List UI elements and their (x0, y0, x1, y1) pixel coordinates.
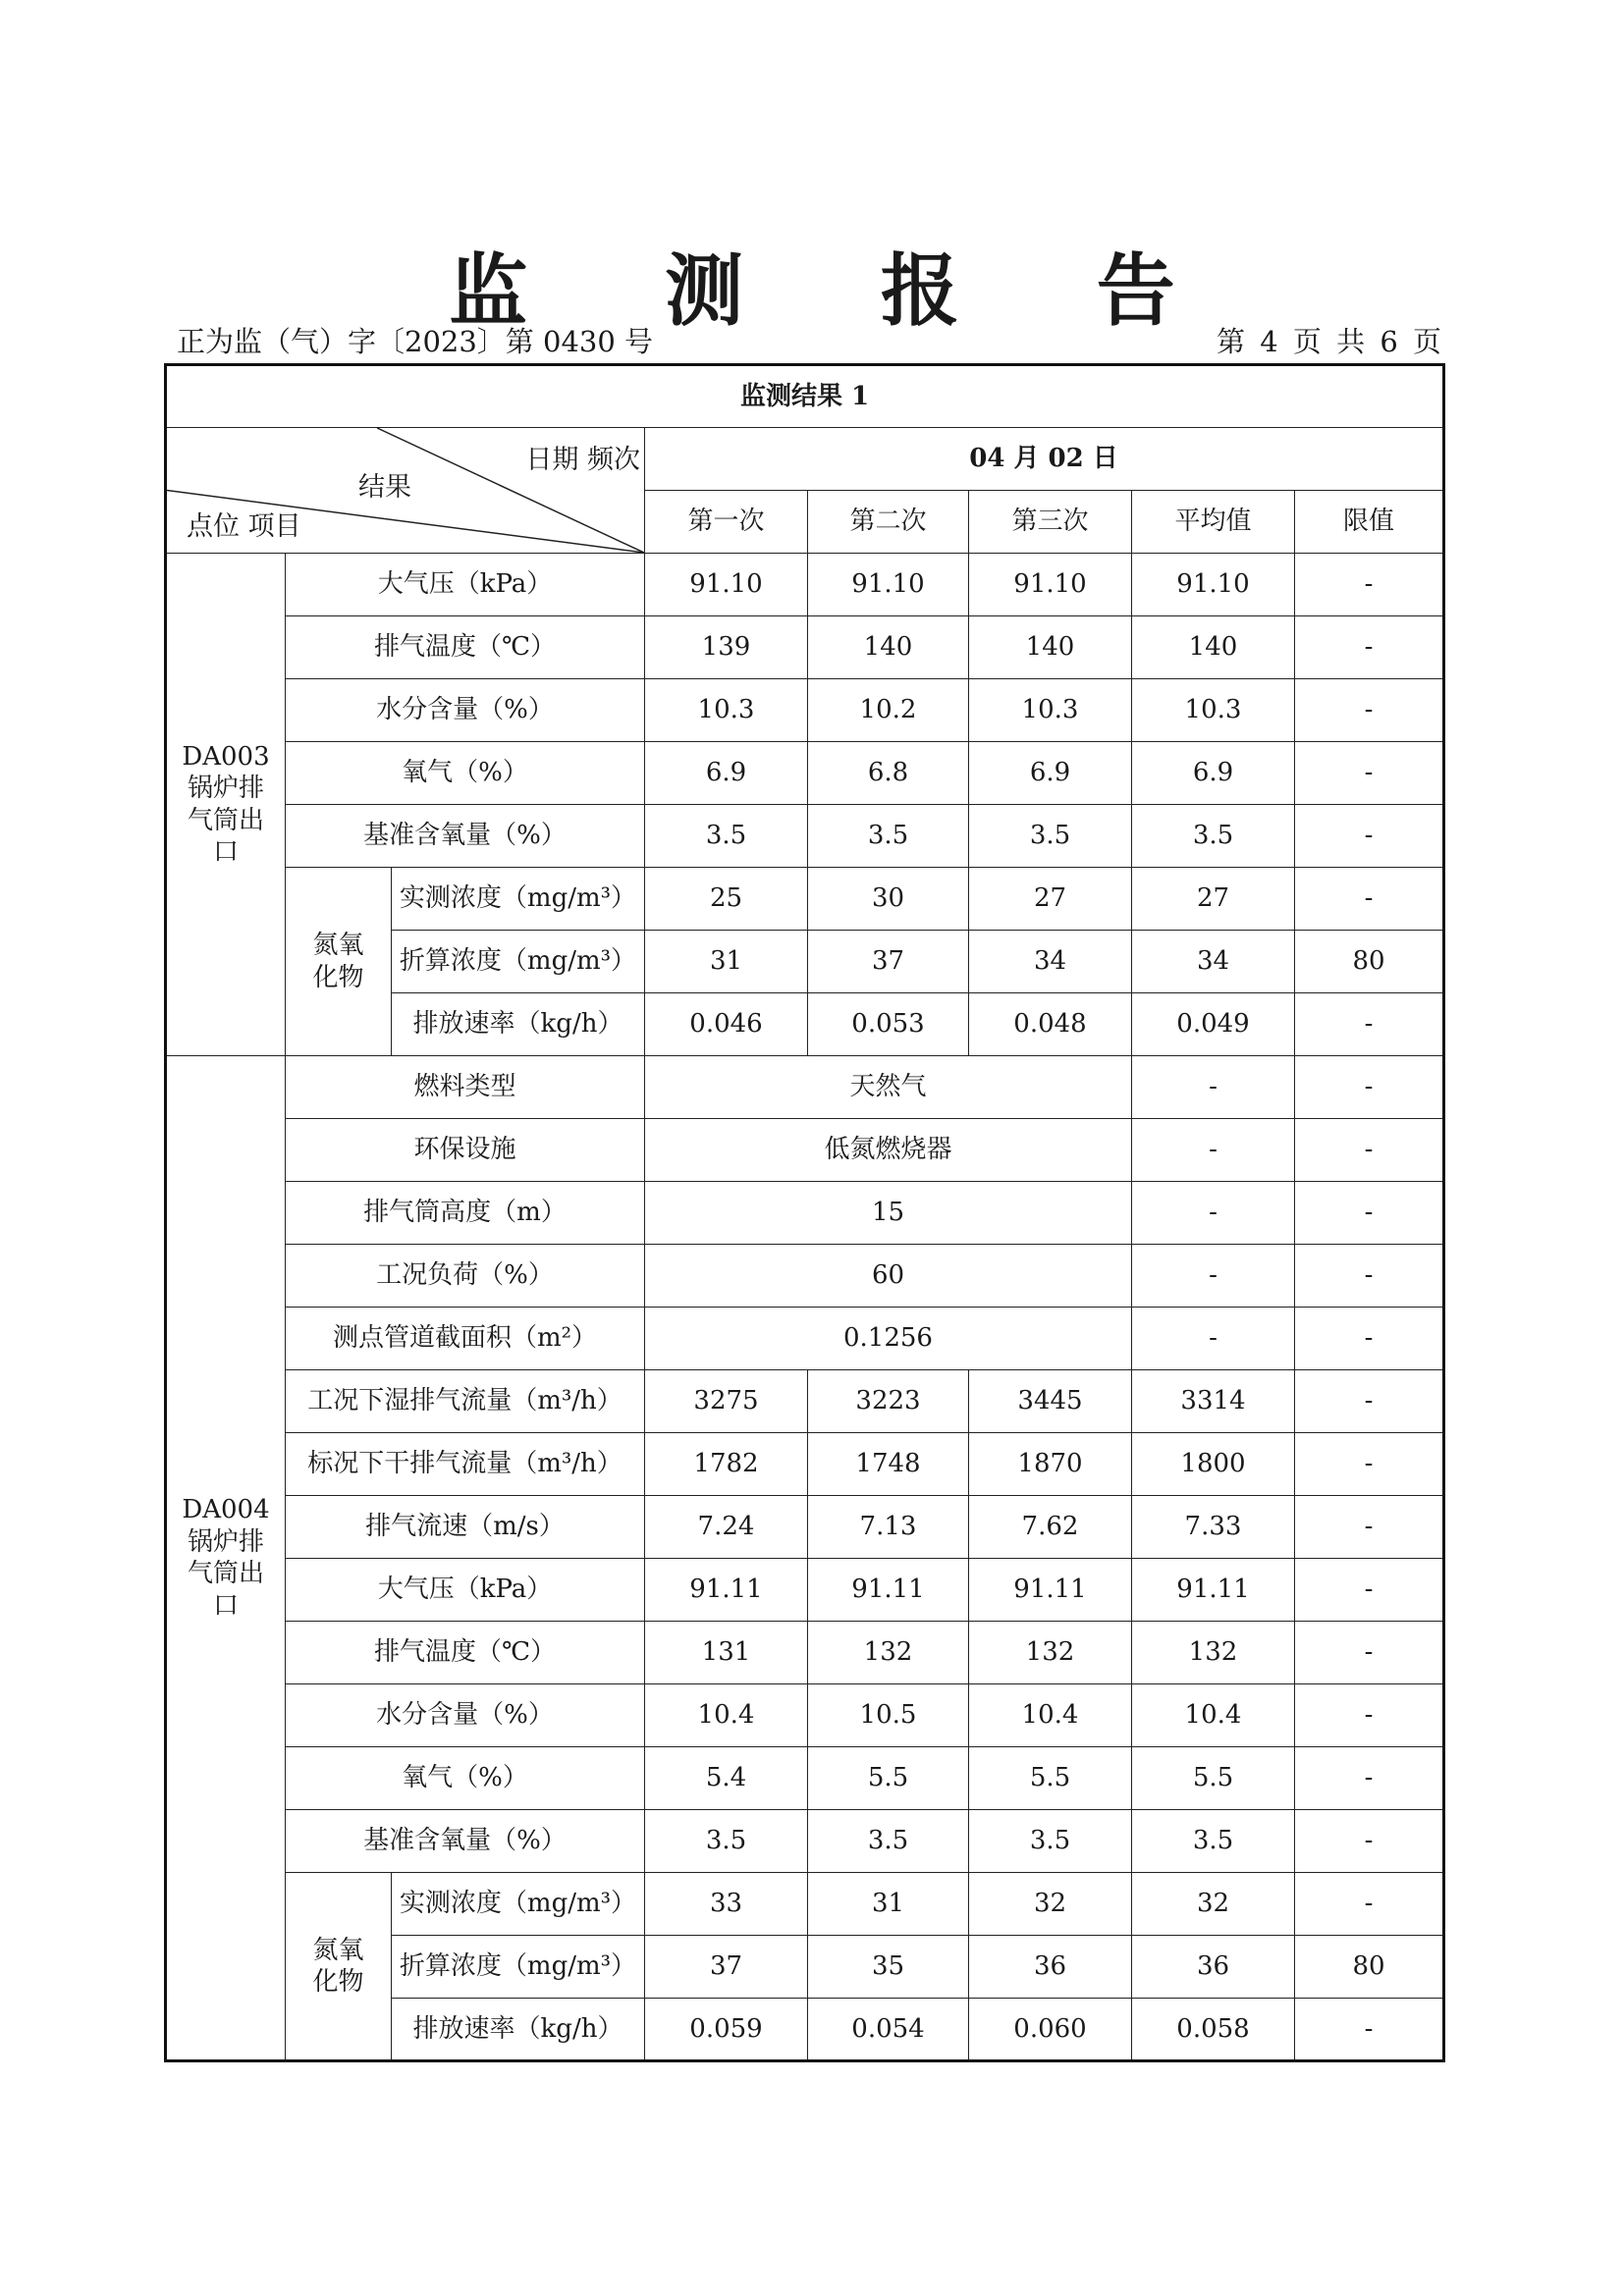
value-cell: 3.5 (969, 805, 1132, 868)
value-cell: - (1295, 1056, 1444, 1119)
value-cell: 37 (645, 1936, 808, 1999)
value-cell: 31 (645, 931, 808, 993)
value-cell: 7.24 (645, 1496, 808, 1559)
table-row (166, 1684, 1444, 1747)
value-cell: 140 (808, 616, 969, 679)
value-cell: - (1132, 1308, 1295, 1370)
table-row (166, 1747, 1444, 1810)
table-row (166, 1433, 1444, 1496)
value-cell: 80 (1295, 931, 1444, 993)
point-location-line: 口 (212, 1590, 239, 1621)
value-cell: 34 (1132, 931, 1295, 993)
table-row (166, 1245, 1444, 1308)
value-cell: 140 (1132, 616, 1295, 679)
table-row (166, 805, 1444, 868)
info-value-cell: 天然气 (645, 1056, 1132, 1119)
value-cell: 140 (969, 616, 1132, 679)
info-value-cell: 60 (645, 1245, 1132, 1308)
nox-group-cell (286, 868, 392, 1056)
value-cell: - (1295, 1433, 1444, 1496)
value-cell: - (1295, 1370, 1444, 1433)
table-row (166, 1119, 1444, 1182)
table-row (166, 679, 1444, 742)
col-header-second: 第二次 (808, 491, 969, 554)
table-row (166, 1056, 1444, 1119)
item-label: 基准含氧量（%） (286, 805, 645, 868)
table-row (166, 1308, 1444, 1370)
item-label: 折算浓度（mg/m³） (392, 1936, 645, 1999)
point-location-line: 气筒出 (187, 1559, 264, 1588)
value-cell: 1748 (808, 1433, 969, 1496)
value-cell: 139 (645, 616, 808, 679)
value-cell: - (1295, 679, 1444, 742)
item-label: 排放速率（kg/h） (392, 993, 645, 1056)
value-cell: 10.4 (645, 1684, 808, 1747)
item-label: 燃料类型 (286, 1056, 645, 1119)
value-cell: 5.5 (1132, 1747, 1295, 1810)
value-cell: 91.11 (1132, 1559, 1295, 1622)
value-cell: 132 (969, 1622, 1132, 1684)
table-row (166, 868, 1444, 931)
value-cell: - (1295, 868, 1444, 931)
value-cell: - (1295, 1182, 1444, 1245)
value-cell: 3.5 (969, 1810, 1132, 1873)
value-cell: 31 (808, 1873, 969, 1936)
point-location-line: 锅炉排 (187, 1526, 264, 1557)
page-indicator: 第 4 页 共 6 页 (1217, 325, 1441, 358)
table-row (166, 1370, 1444, 1433)
value-cell: 3.5 (808, 805, 969, 868)
value-cell: - (1295, 1496, 1444, 1559)
info-value-cell: 15 (645, 1182, 1132, 1245)
point-location-cell (166, 554, 286, 1056)
corner-header-cell (166, 428, 645, 554)
item-label: 氧气（%） (286, 1747, 645, 1810)
item-label: 大气压（kPa） (286, 554, 645, 616)
point-location-line: DA004 (182, 1495, 270, 1524)
value-cell: 3445 (969, 1370, 1132, 1433)
point-location-cell (166, 1056, 286, 2061)
value-cell: 3314 (1132, 1370, 1295, 1433)
table-row (166, 1810, 1444, 1873)
value-cell: 3.5 (645, 805, 808, 868)
col-header-third: 第三次 (969, 491, 1132, 554)
value-cell: 3.5 (1132, 805, 1295, 868)
value-cell: 91.11 (969, 1559, 1132, 1622)
item-label: 环保设施 (286, 1119, 645, 1182)
item-label: 排放速率（kg/h） (392, 1999, 645, 2061)
value-cell: 3223 (808, 1370, 969, 1433)
corner-label-result: 结果 (358, 472, 411, 503)
value-cell: 131 (645, 1622, 808, 1684)
value-cell: - (1295, 1873, 1444, 1936)
value-cell: - (1295, 1810, 1444, 1873)
value-cell: 6.9 (645, 742, 808, 805)
value-cell: - (1295, 993, 1444, 1056)
value-cell: 10.4 (1132, 1684, 1295, 1747)
value-cell: 80 (1295, 1936, 1444, 1999)
value-cell: - (1295, 1245, 1444, 1308)
corner-label-date-frequency: 日期 频次 (525, 445, 640, 475)
value-cell: - (1295, 1308, 1444, 1370)
value-cell: 0.054 (808, 1999, 969, 2061)
corner-label-point-item: 点位 项目 (187, 511, 301, 542)
date-header: 04 月 02 日 (645, 428, 1444, 491)
value-cell: 0.060 (969, 1999, 1132, 2061)
item-label: 水分含量（%） (286, 1684, 645, 1747)
item-label: 工况负荷（%） (286, 1245, 645, 1308)
nox-group-line: 化物 (312, 962, 364, 992)
nox-group-line: 氮氧 (312, 931, 364, 960)
table-row (166, 1182, 1444, 1245)
value-cell: 10.4 (969, 1684, 1132, 1747)
value-cell: 5.5 (808, 1747, 969, 1810)
table-caption: 监测结果 1 (166, 365, 1444, 428)
value-cell: 34 (969, 931, 1132, 993)
value-cell: 5.4 (645, 1747, 808, 1810)
value-cell: 33 (645, 1873, 808, 1936)
value-cell: - (1295, 1559, 1444, 1622)
value-cell: 6.9 (969, 742, 1132, 805)
item-label: 排气温度（℃） (286, 1622, 645, 1684)
value-cell: 91.10 (645, 554, 808, 616)
monitoring-results-table (164, 363, 1445, 2062)
value-cell: 7.33 (1132, 1496, 1295, 1559)
table-row (166, 1873, 1444, 1936)
value-cell: 32 (969, 1873, 1132, 1936)
item-label: 排气筒高度（m） (286, 1182, 645, 1245)
value-cell: - (1295, 742, 1444, 805)
col-header-average: 平均值 (1132, 491, 1295, 554)
value-cell: 27 (969, 868, 1132, 931)
value-cell: 0.048 (969, 993, 1132, 1056)
value-cell: 36 (969, 1936, 1132, 1999)
value-cell: 10.3 (645, 679, 808, 742)
item-label: 氧气（%） (286, 742, 645, 805)
value-cell: 3.5 (1132, 1810, 1295, 1873)
value-cell: - (1132, 1119, 1295, 1182)
value-cell: - (1295, 1684, 1444, 1747)
value-cell: - (1132, 1182, 1295, 1245)
value-cell: 27 (1132, 868, 1295, 931)
value-cell: - (1132, 1245, 1295, 1308)
point-location-line: 气筒出 (187, 805, 264, 835)
col-header-first: 第一次 (645, 491, 808, 554)
value-cell: 0.058 (1132, 1999, 1295, 2061)
item-label: 基准含氧量（%） (286, 1810, 645, 1873)
point-location-line: 锅炉排 (187, 774, 264, 803)
value-cell: - (1295, 1747, 1444, 1810)
value-cell: 91.11 (645, 1559, 808, 1622)
value-cell: 0.049 (1132, 993, 1295, 1056)
value-cell: 132 (808, 1622, 969, 1684)
value-cell: 25 (645, 868, 808, 931)
point-location-line: 口 (212, 837, 239, 867)
item-label: 大气压（kPa） (286, 1559, 645, 1622)
value-cell: 10.5 (808, 1684, 969, 1747)
value-cell: - (1295, 616, 1444, 679)
value-cell: 6.8 (808, 742, 969, 805)
value-cell: 0.053 (808, 993, 969, 1056)
report-title: 监 测 报 告 (449, 244, 1230, 337)
value-cell: - (1295, 554, 1444, 616)
value-cell: - (1295, 1999, 1444, 2061)
item-label: 测点管道截面积（m²） (286, 1308, 645, 1370)
value-cell: 10.2 (808, 679, 969, 742)
col-header-limit: 限值 (1295, 491, 1444, 554)
point-location-line: DA003 (182, 741, 270, 772)
value-cell: 91.10 (1132, 554, 1295, 616)
table-row (166, 554, 1444, 616)
item-label: 标况下干排气流量（m³/h） (286, 1433, 645, 1496)
value-cell: 1800 (1132, 1433, 1295, 1496)
item-label: 排气温度（℃） (286, 616, 645, 679)
info-value-cell: 低氮燃烧器 (645, 1119, 1132, 1182)
item-label: 水分含量（%） (286, 679, 645, 742)
table-row (166, 1496, 1444, 1559)
value-cell: 3.5 (645, 1810, 808, 1873)
value-cell: 1782 (645, 1433, 808, 1496)
nox-group-cell (286, 1873, 392, 2061)
item-label: 实测浓度（mg/m³） (392, 1873, 645, 1936)
nox-group-line: 氮氧 (312, 1935, 364, 1965)
value-cell: 0.059 (645, 1999, 808, 2061)
value-cell: 132 (1132, 1622, 1295, 1684)
value-cell: 1870 (969, 1433, 1132, 1496)
nox-group-line: 化物 (312, 1967, 364, 1997)
value-cell: 7.13 (808, 1496, 969, 1559)
value-cell: 0.046 (645, 993, 808, 1056)
value-cell: 30 (808, 868, 969, 931)
caption-row (166, 365, 1444, 428)
value-cell: 36 (1132, 1936, 1295, 1999)
value-cell: - (1295, 805, 1444, 868)
header-row-date (166, 428, 1444, 491)
value-cell: 5.5 (969, 1747, 1132, 1810)
value-cell: 7.62 (969, 1496, 1132, 1559)
value-cell: 32 (1132, 1873, 1295, 1936)
item-label: 实测浓度（mg/m³） (392, 868, 645, 931)
info-value-cell: 0.1256 (645, 1308, 1132, 1370)
value-cell: 91.10 (969, 554, 1132, 616)
item-label: 排气流速（m/s） (286, 1496, 645, 1559)
value-cell: - (1132, 1056, 1295, 1119)
item-label: 工况下湿排气流量（m³/h） (286, 1370, 645, 1433)
table-row (166, 742, 1444, 805)
value-cell: 35 (808, 1936, 969, 1999)
value-cell: 10.3 (1132, 679, 1295, 742)
value-cell: 91.10 (808, 554, 969, 616)
value-cell: - (1295, 1622, 1444, 1684)
value-cell: 6.9 (1132, 742, 1295, 805)
value-cell: 10.3 (969, 679, 1132, 742)
item-label: 折算浓度（mg/m³） (392, 931, 645, 993)
value-cell: 3275 (645, 1370, 808, 1433)
value-cell: 3.5 (808, 1810, 969, 1873)
table-row (166, 1559, 1444, 1622)
value-cell: 37 (808, 931, 969, 993)
value-cell: - (1295, 1119, 1444, 1182)
value-cell: 91.11 (808, 1559, 969, 1622)
table-row (166, 616, 1444, 679)
document-number: 正为监（气）字〔2023〕第 0430 号 (177, 325, 654, 358)
table-row (166, 1622, 1444, 1684)
